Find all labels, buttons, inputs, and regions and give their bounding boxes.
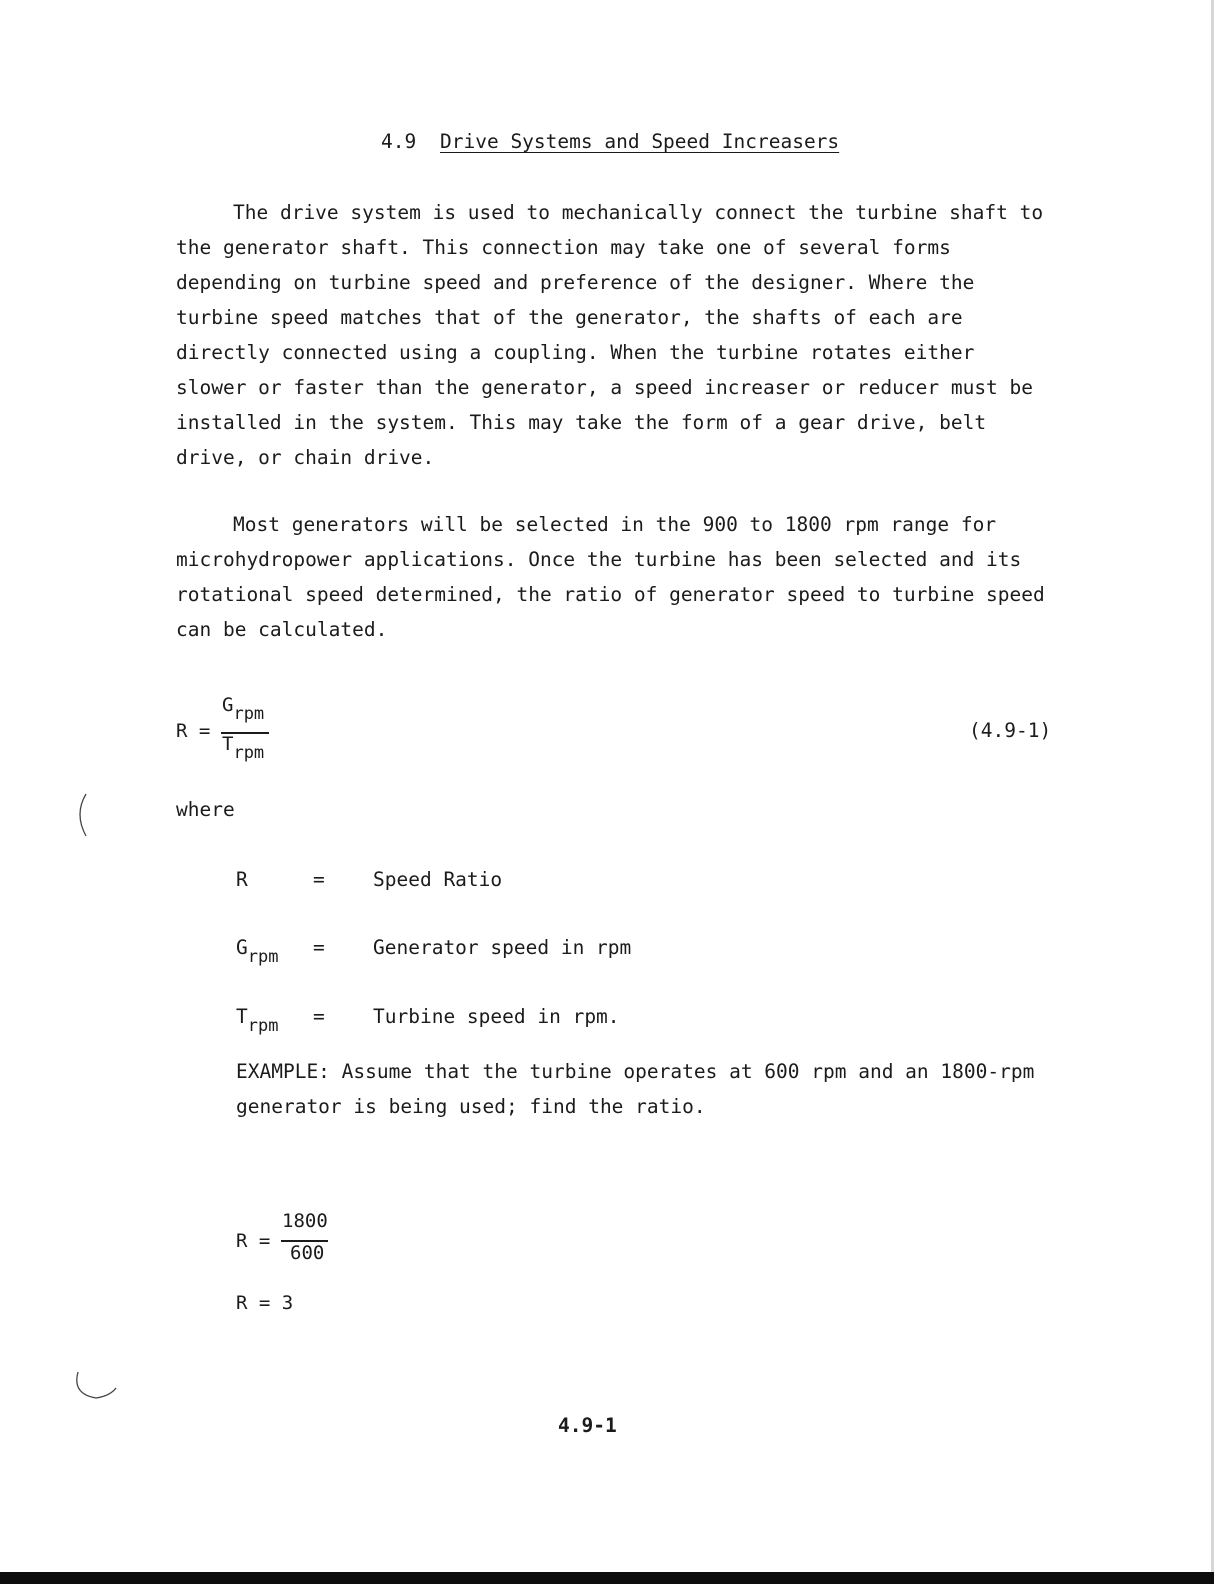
equation-lhs: R =	[176, 720, 211, 742]
definition-variable	[236, 868, 248, 891]
paragraph-line: drive, or chain drive.	[176, 446, 435, 469]
equation-number: (4.9-1)	[969, 719, 1052, 742]
equals-sign: =	[313, 1005, 325, 1028]
denominator-subscript: rpm	[233, 743, 265, 763]
section-number: 4.9	[381, 130, 417, 153]
where-label: where	[176, 798, 235, 821]
numerator-variable: G	[222, 694, 234, 716]
example-block	[236, 1054, 1116, 1124]
numerator-subscript: rpm	[233, 704, 265, 724]
paragraph-1	[176, 195, 1056, 475]
scan-bracket-mark	[72, 792, 92, 840]
calc-lhs: R =	[236, 1230, 271, 1252]
definition-variable	[236, 936, 279, 967]
example-line: generator is being used; find the ratio.	[236, 1095, 706, 1118]
variable-symbol: G	[236, 936, 248, 959]
paragraph-line: installed in the system. This may take the form of a gear drive, belt	[176, 411, 987, 434]
equation-denominator	[222, 733, 265, 763]
variable-symbol: T	[236, 1005, 248, 1028]
definition-text: Generator speed in rpm	[373, 936, 632, 959]
paragraph-line: microhydropower applications. Once the turbine has been selected and its	[176, 548, 1022, 571]
variable-subscript: rpm	[247, 1016, 279, 1036]
definition-text: Turbine speed in rpm.	[373, 1005, 620, 1028]
equals-sign: =	[313, 868, 325, 891]
paragraph-line: Most generators will be selected in the 900 to 1800 rpm range for	[233, 513, 997, 536]
paragraph-line: The drive system is used to mechanically connect the turbine shaft to	[233, 201, 1044, 224]
definition-text: Speed Ratio	[373, 868, 503, 891]
page-number: 4.9-1	[558, 1414, 617, 1437]
equation-numerator	[222, 694, 265, 724]
denominator-variable: T	[222, 733, 234, 755]
scan-circle-mark	[70, 1368, 120, 1402]
paragraph-line: depending on turbine speed and preference of the designer. Where the	[176, 271, 975, 294]
variable-symbol: R	[236, 868, 248, 891]
example-line: EXAMPLE: Assume that the turbine operates at 600 rpm and an 1800-rpm	[236, 1060, 1035, 1083]
paragraph-line: directly connected using a coupling. When the turbine rotates either	[176, 341, 975, 364]
calc-result: R = 3	[236, 1292, 294, 1314]
definition-variable	[236, 1005, 279, 1036]
equals-sign: =	[313, 936, 325, 959]
variable-subscript: rpm	[247, 947, 279, 967]
paragraph-line: slower or faster than the generator, a speed increaser or reducer must be	[176, 376, 1034, 399]
calc-denominator: 600	[290, 1242, 325, 1264]
scan-bottom-border	[0, 1572, 1214, 1584]
paragraph-line: can be calculated.	[176, 618, 388, 641]
section-title: Drive Systems and Speed Increasers	[440, 130, 840, 153]
paragraph-line: rotational speed determined, the ratio of generator speed to turbine speed	[176, 583, 1045, 606]
paragraph-2	[176, 507, 1056, 647]
paragraph-line: the generator shaft. This connection may take one of several forms	[176, 236, 951, 259]
calc-numerator: 1800	[282, 1210, 328, 1232]
paragraph-line: turbine speed matches that of the generator, the shafts of each are	[176, 306, 963, 329]
